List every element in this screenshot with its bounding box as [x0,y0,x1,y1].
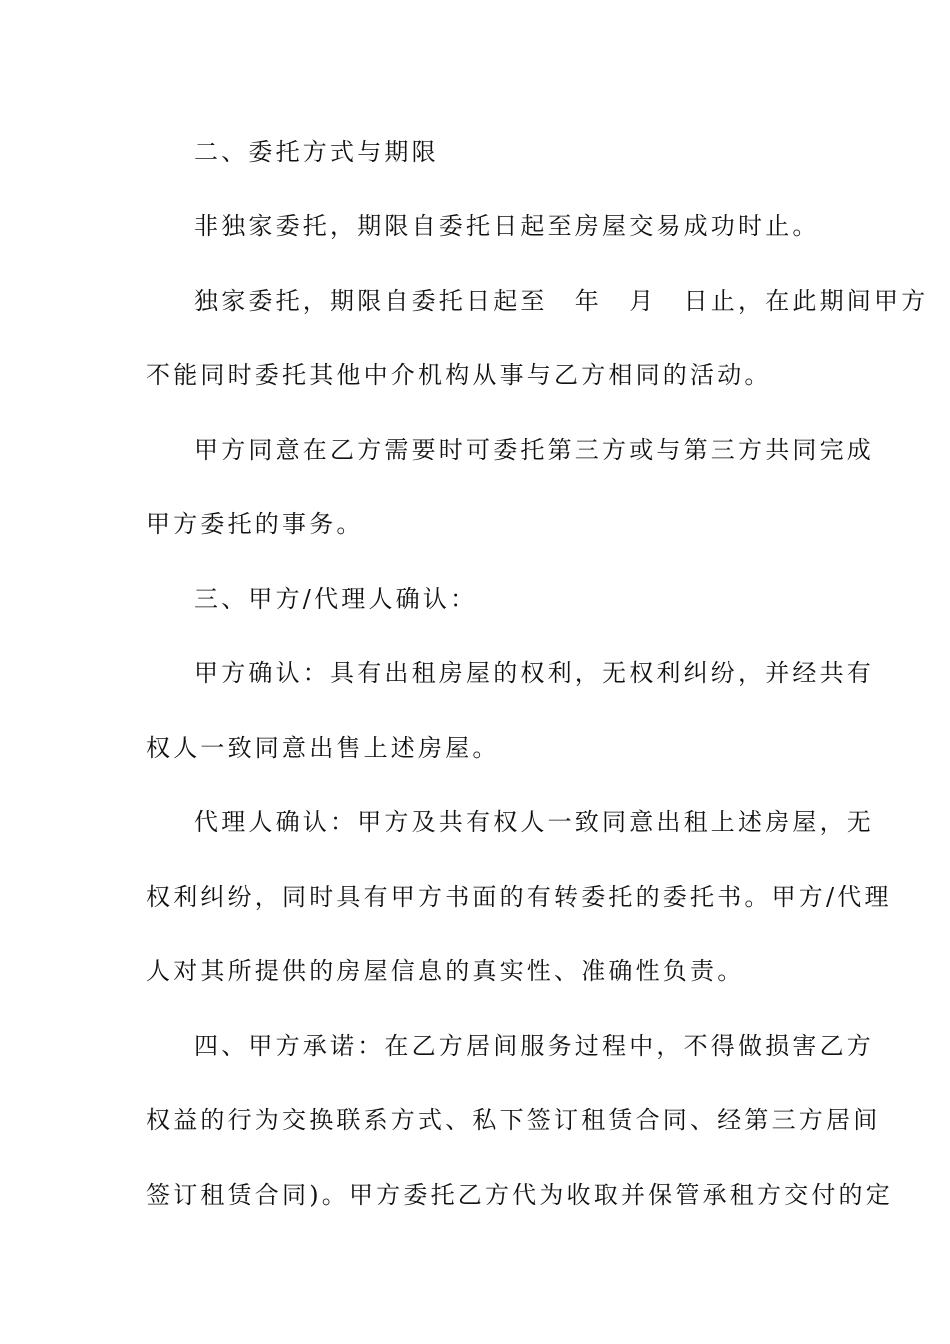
paragraph-line: 非独家委托，期限自委托日起至房屋交易成功时止。 [194,212,820,240]
paragraph-line: 代理人确认：甲方及共有权人一致同意出租上述房屋，无 [194,808,874,836]
paragraph-line: 权利纠纷，同时具有甲方书面的有转委托的委托书。甲方/代理 [146,883,892,911]
paragraph-line: 独家委托，期限自委托日起至 年 月 日止，在此期间甲方 [194,287,929,315]
paragraph-line: 甲方同意在乙方需要时可委托第三方或与第三方共同完成 [194,436,874,464]
paragraph-line: 不能同时委托其他中介机构从事与乙方相同的活动。 [146,361,772,389]
section-heading-2: 二、委托方式与期限 [194,138,439,166]
section-heading-4: 四、甲方承诺：在乙方居间服务过程中，不得做损害乙方 [194,1032,874,1060]
paragraph-line: 权人一致同意出售上述房屋。 [146,734,500,762]
paragraph-line: 人对其所提供的房屋信息的真实性、准确性负责。 [146,957,745,985]
section-heading-3: 三、甲方/代理人确认： [194,585,478,613]
paragraph-line: 权益的行为交换联系方式、私下签订租赁合同、经第三方居间 [146,1106,881,1134]
paragraph-line: 签订租赁合同)。甲方委托乙方代为收取并保管承租方交付的定 [146,1181,893,1209]
paragraph-line: 甲方委托的事务。 [146,510,364,538]
paragraph-line: 甲方确认：具有出租房屋的权利，无权利纠纷，并经共有 [194,659,874,687]
